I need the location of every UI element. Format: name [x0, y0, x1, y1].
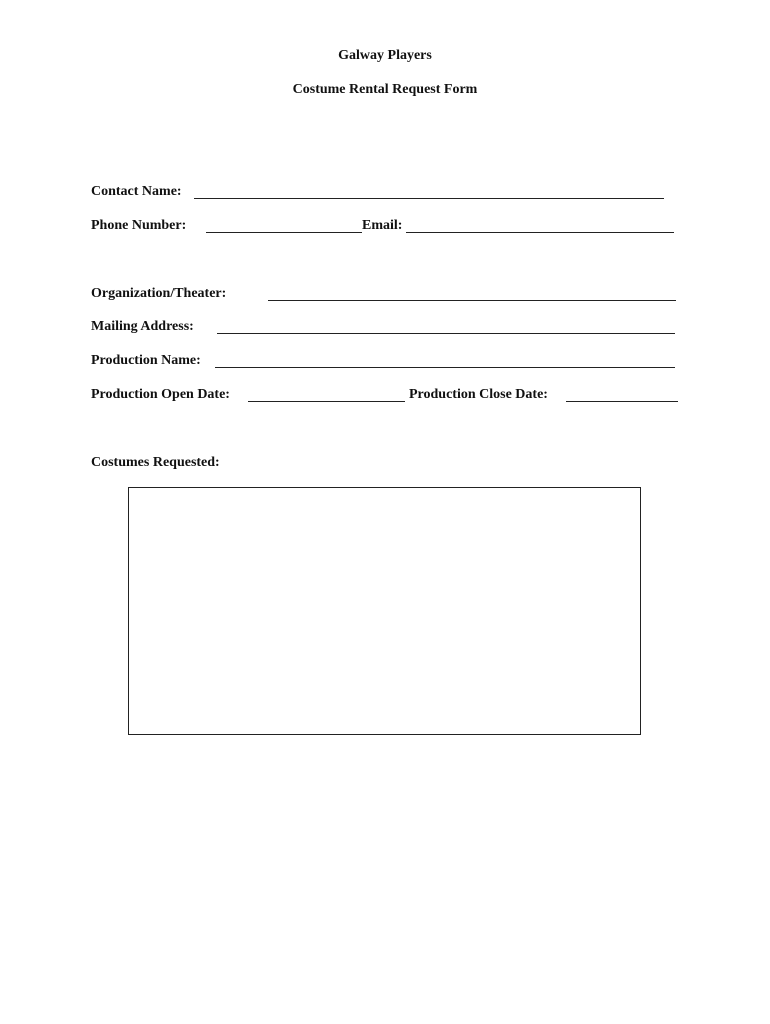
production-name-field[interactable]: [215, 367, 675, 368]
costumes-requested-label: Costumes Requested:: [91, 455, 220, 470]
production-close-date-label: Production Close Date:: [409, 387, 548, 402]
organization-label: Organization/Theater:: [91, 286, 227, 301]
phone-number-field[interactable]: [206, 232, 362, 233]
email-label: Email:: [362, 218, 403, 233]
mailing-address-field[interactable]: [217, 333, 675, 334]
form-title: Costume Rental Request Form: [292, 82, 478, 97]
email-field[interactable]: [406, 232, 674, 233]
contact-name-field[interactable]: [194, 198, 664, 199]
organization-field[interactable]: [268, 300, 676, 301]
phone-number-label: Phone Number:: [91, 218, 187, 233]
production-close-date-field[interactable]: [566, 401, 678, 402]
costumes-requested-box[interactable]: [128, 487, 641, 735]
mailing-address-label: Mailing Address:: [91, 319, 194, 334]
production-name-label: Production Name:: [91, 353, 201, 368]
organization-title: Galway Players: [338, 48, 432, 63]
production-open-date-label: Production Open Date:: [91, 387, 230, 402]
production-open-date-field[interactable]: [248, 401, 405, 402]
contact-name-label: Contact Name:: [91, 184, 182, 199]
